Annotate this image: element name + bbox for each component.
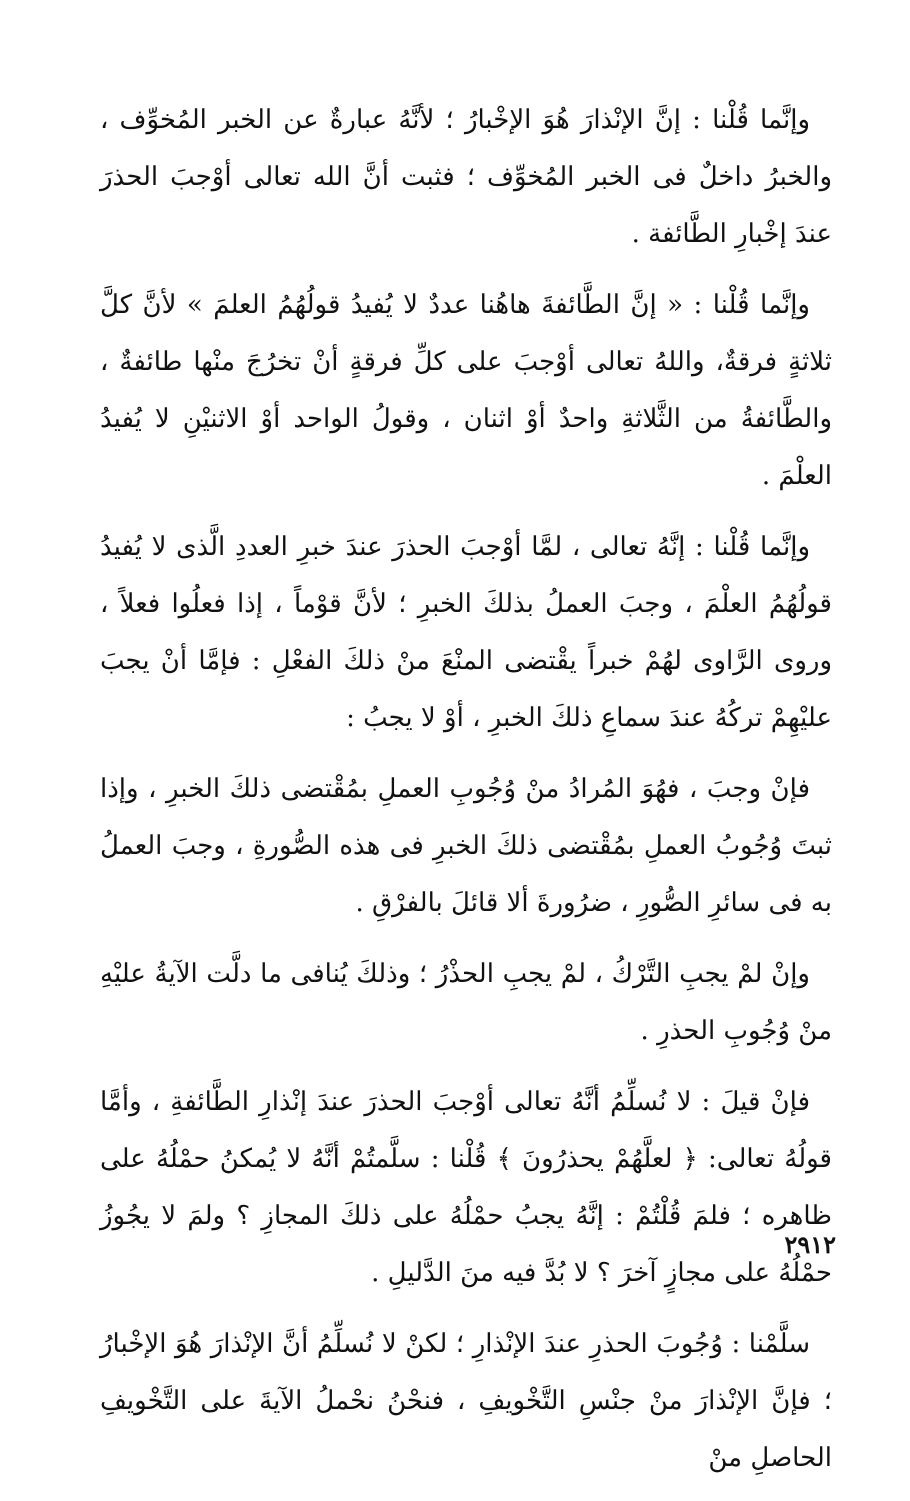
paragraph-6: فإنْ قيلَ : لا نُسلِّمُ أنَّهُ تعالى أوْجبَ الحذرَ عندَ إنْذارِ الطَّائفةِ ، وأمَّا قولُهُ تعالى: ﴿ لعلَّهُمْ يحذرُونَ ﴾ قُلْنا : سلَّمتُمْ أنَّهُ لا يُمكنُ حمْلُهُ على ظاهره ؛ فلمَ قُلْتُمْ : إنَّهُ يجبُ حمْلُهُ على ذلكَ المجازِ ؟ ولمَ لا يجُوزُ حمْلُهُ على مجازٍ آخرَ ؟ لا بُدَّ فيه منَ الدَّليلِ . [100,1087,832,1288]
paragraph-5: وإنْ لمْ يجبِ التَّرْكُ ، لمْ يجبِ الحذْرُ ؛ وذلكَ يُنافى ما دلَّت الآيةُ عليْهِ منْ وُجُوبِ الحذرِ . [100,959,832,1046]
paragraph-3: وإنَّما قُلْنا : إنَّهُ تعالى ، لمَّا أوْجبَ الحذرَ عندَ خبرِ العددِ الَّذى لا يُفيدُ قولُهُمُ العلْمَ ، وجبَ العملُ بذلكَ الخبرِ ؛ لأنَّ قوْماً ، إذا فعلُوا فعلاً ، وروى الرَّاوى لهُمْ خبراً يقْتضى المنْعَ منْ ذلكَ الفعْلِ : فإمَّا أنْ يجبَ عليْهِمْ تركُهُ عندَ سماعِ ذلكَ الخبرِ ، أوْ لا يجبُ : [100,532,832,733]
paragraph-2: وإنَّما قُلْنا : « إنَّ الطَّائفةَ هاهُنا عددٌ لا يُفيدُ قولُهُمُ العلمَ » لأنَّ كلَّ ثلاثةٍ فرقةٌ، واللهُ تعالى أوْجبَ على كلِّ فرقةٍ أنْ تخرُجَ منْها طائفةٌ ، والطَّائفةُ من الثَّلاثةِ واحدٌ أوْ اثنان ، وقولُ الواحد أوْ الاثنيْنِ لا يُفيدُ العلْمَ . [100,290,832,491]
body-text [100,92,832,1501]
paragraph-7: سلَّمْنا : وُجُوبَ الحذرِ عندَ الإنْذارِ ؛ لكنْ لا نُسلِّمُ أنَّ الإنْذارَ هُوَ الإخْبارُ ؛ فإنَّ الإنْذارَ منْ جنْسِ التَّخْويفِ ، فنحْنُ نحْملُ الآيةَ على التَّخْويفِ الحاصلِ منْ [100,1329,832,1473]
paragraph-4: فإنْ وجبَ ، فهُوَ المُرادُ منْ وُجُوبِ العملِ بمُقْتضى ذلكَ الخبرِ ، وإذا ثبتَ وُجُوبُ العملِ بمُقْتضى ذلكَ الخبرِ فى هذه الصُّورةِ ، وجبَ العملُ به فى سائرِ الصُّورِ ، ضرُورةَ ألا قائلَ بالفرْقِ . [100,774,832,918]
page-number: ٢٩١٢ [784,1230,836,1259]
paragraph-1: وإنَّما قُلْنا : إنَّ الإنْذارَ هُوَ الإخْبارُ ؛ لأنَّهُ عبارةٌ عن الخبر المُخوِّف ، والخبرُ داخلٌ فى الخبر المُخوِّف ؛ فثبت أنَّ الله تعالى أوْجبَ الحذرَ عندَ إخْبارِ الطَّائفة . [100,105,832,249]
